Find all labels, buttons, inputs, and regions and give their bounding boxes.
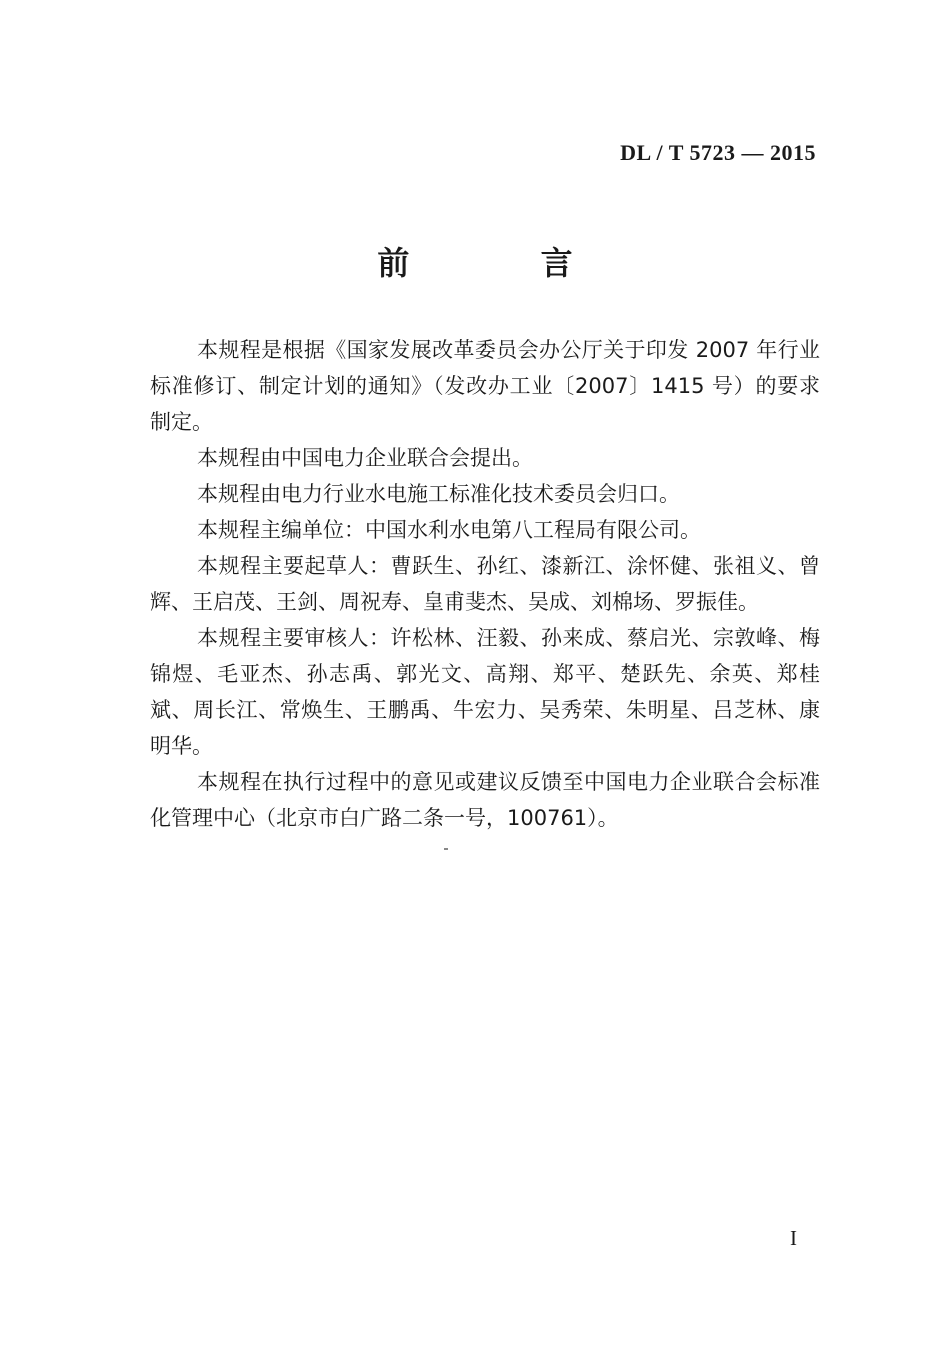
- paragraph-feedback: 本规程在执行过程中的意见或建议反馈至中国电力企业联合会标准化管理中心（北京市白广路二条一号，100761）。: [150, 770, 820, 830]
- paragraph-basis: 本规程是根据《国家发展改革委员会办公厅关于印发 2007 年行业标准修订、制定计划的通知》（发改办工业〔2007〕1415 号）的要求制定。: [150, 338, 820, 434]
- paragraph-chief-editor: 本规程主编单位：中国水利水电第八工程局有限公司。: [197, 518, 701, 542]
- standard-code: DL / T 5723 — 2015: [620, 140, 816, 165]
- document-body: [150, 332, 820, 836]
- paragraph-drafters: 本规程主要起草人：曹跃生、孙红、漆新江、涂怀健、张祖义、曾辉、王启茂、王剑、周祝寿、皇甫斐杰、吴成、刘棉场、罗振佳。: [150, 554, 820, 614]
- page-number: I: [790, 1226, 797, 1250]
- page-title: 前 言: [377, 244, 633, 282]
- paragraph-reviewers: 本规程主要审核人：许松林、汪毅、孙来成、蔡启光、宗敦峰、梅锦煜、毛亚杰、孙志禹、郭光文、高翔、郑平、楚跃先、余英、郑桂斌、周长江、常焕生、王鹏禹、牛宏力、吴秀荣、朱明星、吕芝林、康明华。: [150, 626, 820, 758]
- divider-mark: [444, 848, 448, 850]
- paragraph-proposer: 本规程由中国电力企业联合会提出。: [197, 446, 533, 470]
- paragraph-committee: 本规程由电力行业水电施工标准化技术委员会归口。: [197, 482, 680, 506]
